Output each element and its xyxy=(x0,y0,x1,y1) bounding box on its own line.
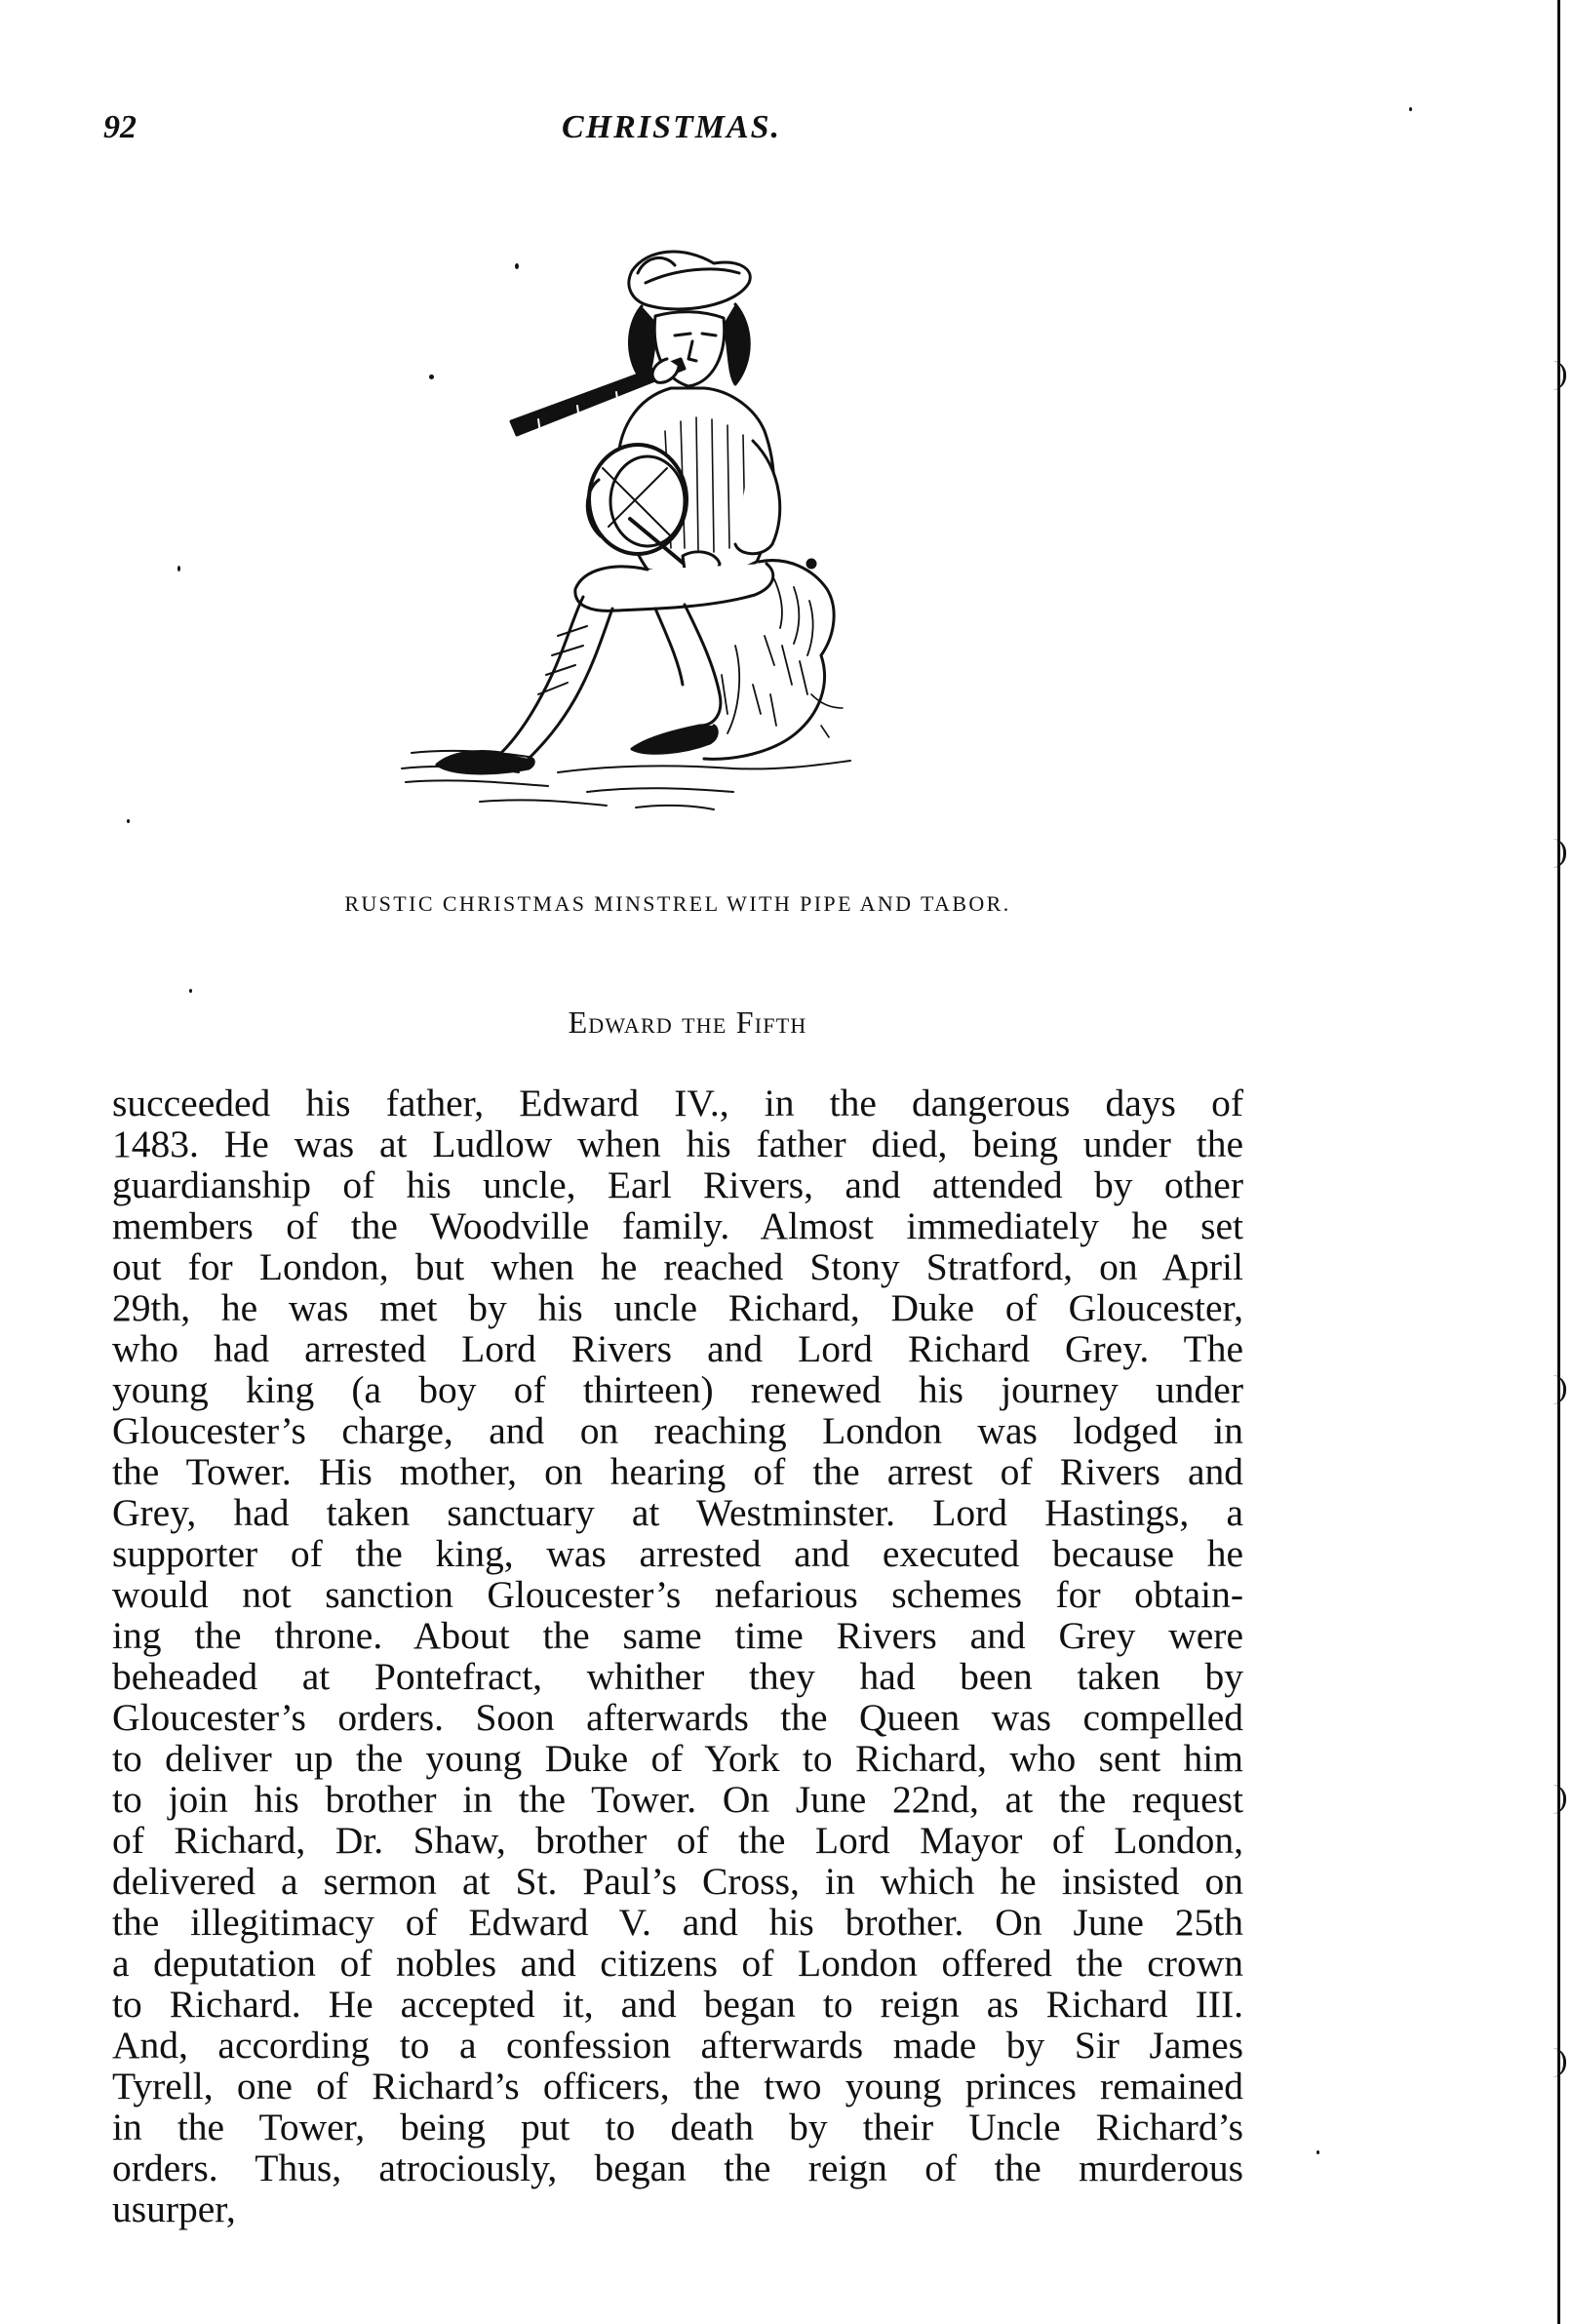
text-line: delivered a sermon at St. Paul’s Cross, in which he insisted on xyxy=(112,1860,1243,1903)
page-edge-mark xyxy=(1552,2048,1566,2077)
text-line: And, according to a confession afterwards made by Sir James xyxy=(112,2024,1243,2067)
text-line: a deputation of nobles and citizens of London offered the crown xyxy=(112,1942,1243,1985)
illustration-caption: RUSTIC CHRISTMAS MINSTREL WITH PIPE AND TABOR. xyxy=(344,891,1011,916)
text-line: in the Tower, being put to death by their Uncle Richard’s xyxy=(112,2106,1243,2148)
text-line: to join his brother in the Tower. On June 22nd, at the request xyxy=(112,1778,1243,1821)
page-edge-mark xyxy=(1552,1785,1566,1814)
page-edge-mark xyxy=(1552,361,1566,390)
text-line: Gloucester’s charge, and on reaching London was lodged in xyxy=(112,1409,1243,1452)
text-line: beheaded at Pontefract, whither they had been taken by xyxy=(112,1655,1243,1698)
page-edge-mark xyxy=(1552,839,1566,868)
section-heading: Edward the Fifth xyxy=(568,1004,807,1040)
text-line: would not sanction Gloucester’s nefarious schemes for obtain- xyxy=(112,1573,1243,1616)
text-line: members of the Woodville family. Almost immediately he set xyxy=(112,1204,1243,1247)
minstrel-woodcut-icon xyxy=(392,226,860,882)
text-line: ing the throne. About the same time Rivers and Grey were xyxy=(112,1614,1243,1657)
page-edge-rule xyxy=(1557,0,1560,2324)
text-line: to deliver up the young Duke of York to Richard, who sent him xyxy=(112,1737,1243,1780)
text-line: orders. Thus, atrociously, began the reign of the murderous xyxy=(112,2147,1243,2189)
text-line: usurper, xyxy=(112,2187,236,2230)
page-number: 92 xyxy=(103,109,137,145)
running-head xyxy=(103,109,1242,168)
text-line: Grey, had taken sanctuary at Westminster. Lord Hastings, a xyxy=(112,1491,1243,1534)
text-line: the Tower. His mother, on hearing of the arrest of Rivers and xyxy=(112,1450,1243,1493)
body-paragraph xyxy=(112,1083,1243,2229)
text-line: the illegitimacy of Edward V. and his brother. On June 25th xyxy=(112,1901,1243,1944)
text-line: Gloucester’s orders. Soon afterwards the Queen was compelled xyxy=(112,1696,1243,1739)
text-line: to Richard. He accepted it, and began to reign as Richard III. xyxy=(112,1983,1243,2026)
page-edge-mark xyxy=(1552,1375,1566,1404)
text-line: young king (a boy of thirteen) renewed his journey under xyxy=(112,1368,1243,1411)
text-line: of Richard, Dr. Shaw, brother of the Lord Mayor of London, xyxy=(112,1819,1243,1862)
text-line: guardianship of his uncle, Earl Rivers, and attended by other xyxy=(112,1163,1243,1206)
text-line: 1483. He was at Ludlow when his father died, being under the xyxy=(112,1123,1243,1165)
text-line: 29th, he was met by his uncle Richard, Duke of Gloucester, xyxy=(112,1286,1243,1329)
text-line: Tyrell, one of Richard’s officers, the two young princes remained xyxy=(112,2065,1243,2107)
text-line: out for London, but when he reached Stony Stratford, on April xyxy=(112,1245,1243,1288)
text-line: succeeded his father, Edward IV., in the dangerous days of xyxy=(112,1082,1243,1124)
text-line: supporter of the king, was arrested and executed because he xyxy=(112,1532,1243,1575)
running-title: CHRISTMAS. xyxy=(562,109,782,145)
text-line: who had arrested Lord Rivers and Lord Richard Grey. The xyxy=(112,1327,1243,1370)
